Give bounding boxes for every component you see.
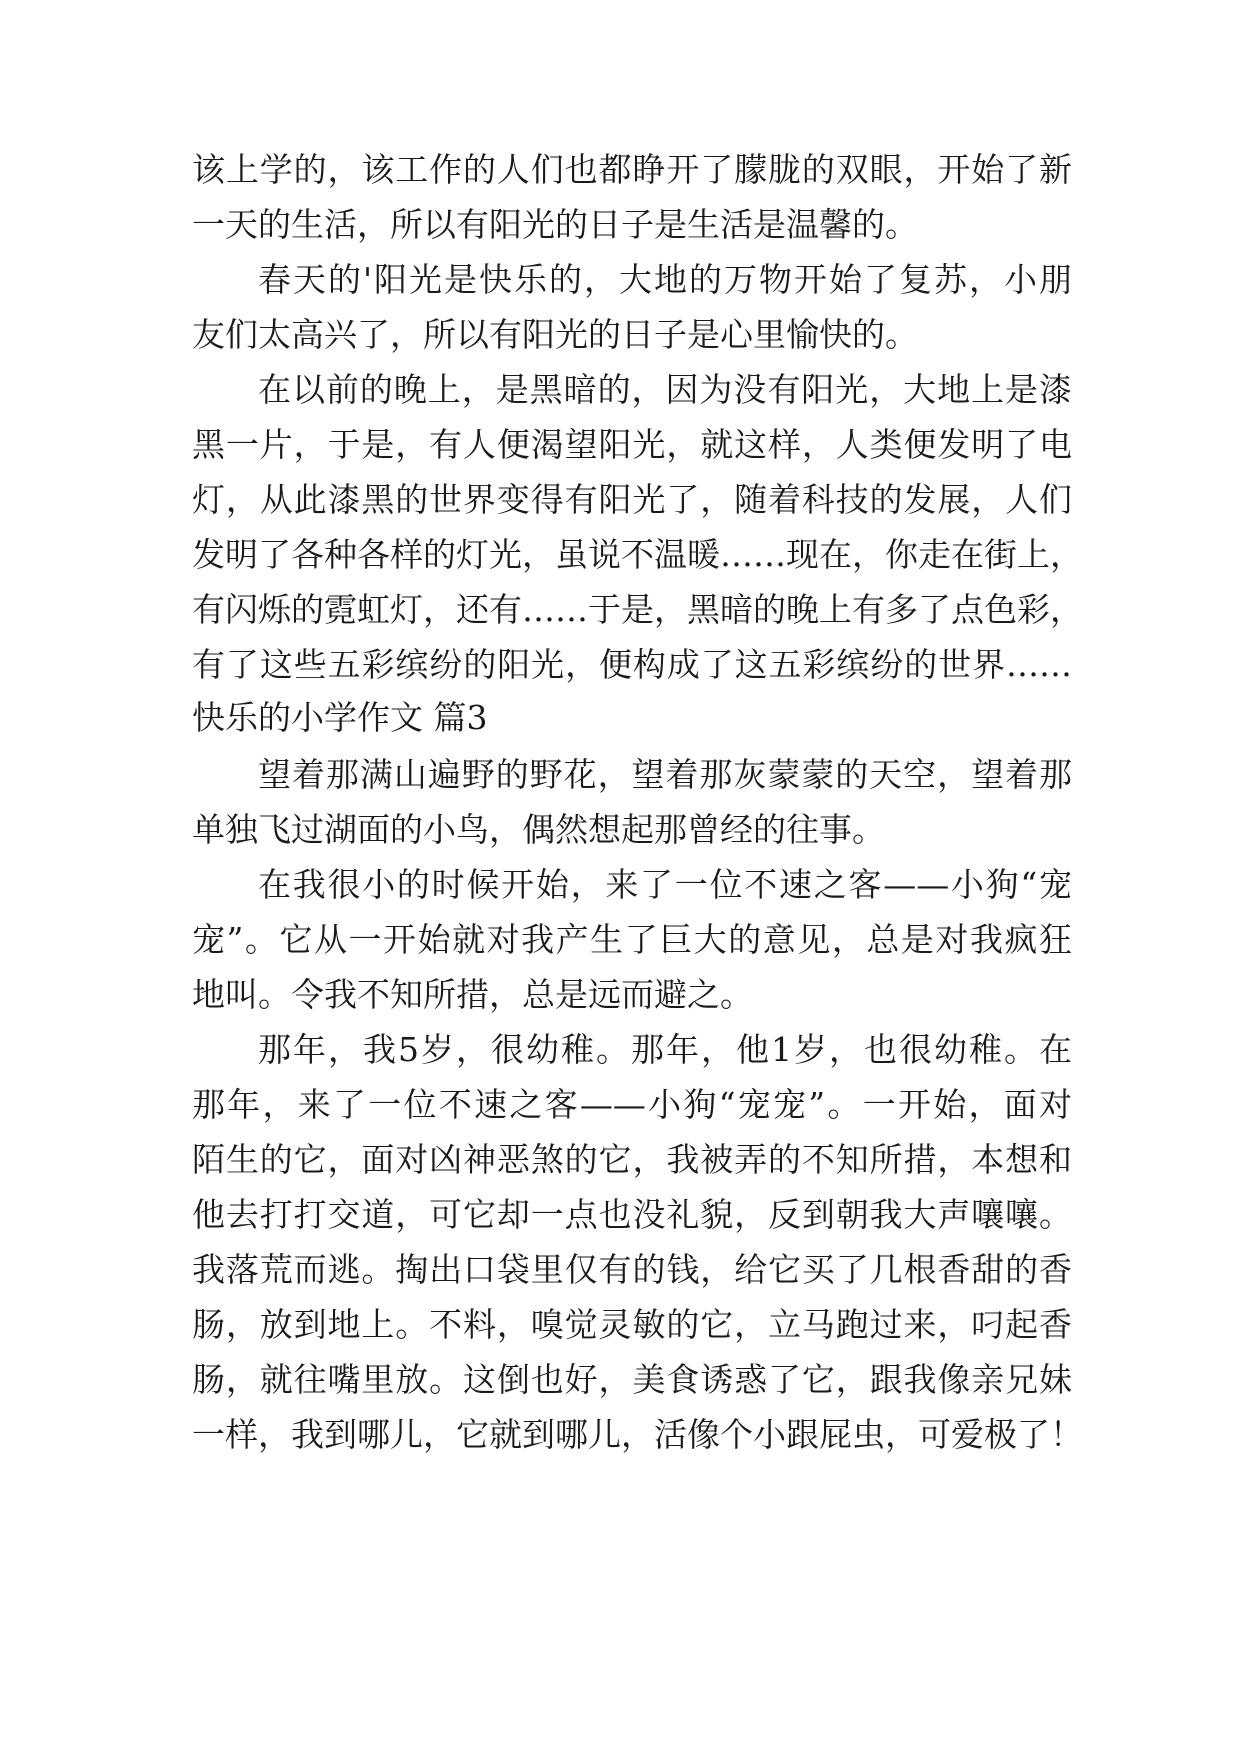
text-line: 一天的生活，所以有阳光的日子是生活是温馨的。 xyxy=(192,205,918,244)
text-line: 肠，就往嘴里放。这倒也好，美食诱惑了它，跟我像亲兄妹 xyxy=(192,1360,1072,1399)
text-line: 黑一片，于是，有人便渴望阳光，就这样，人类便发明了电 xyxy=(192,425,1072,464)
text-line: 我落荒而逃。掏出口袋里仅有的钱，给它买了几根香甜的香 xyxy=(192,1250,1072,1289)
text-line: 友们太高兴了，所以有阳光的日子是心里愉快的。 xyxy=(192,315,918,354)
text-line: 一样，我到哪儿，它就到哪儿，活像个小跟屁虫，可爱极了！ xyxy=(192,1415,1083,1454)
text-line: 肠，放到地上。不料，嗅觉灵敏的它，立马跑过来，叼起香 xyxy=(192,1305,1072,1344)
text-line: 那年，来了一位不速之客——小狗“宠宠”。一开始，面对 xyxy=(192,1085,1072,1124)
text-line: 发明了各种各样的灯光，虽说不温暖……现在，你走在街上， xyxy=(192,535,1083,574)
text-line: 有闪烁的霓虹灯，还有……于是，黑暗的晚上有多了点色彩， xyxy=(192,590,1083,629)
text-line: 陌生的它，面对凶神恶煞的它，我被弄的不知所措，本想和 xyxy=(192,1140,1072,1179)
text-line: 灯，从此漆黑的世界变得有阳光了，随着科技的发展，人们 xyxy=(192,480,1072,519)
paragraph-first-line: 春天的'阳光是快乐的，大地的万物开始了复苏，小朋 xyxy=(258,260,1072,299)
text-line: 该上学的，该工作的人们也都睁开了朦胧的双眼，开始了新 xyxy=(192,150,1072,189)
text-line: 他去打打交道，可它却一点也没礼貌，反到朝我大声嚷嚷。 xyxy=(192,1195,1072,1234)
text-line: 宠”。它从一开始就对我产生了巨大的意见，总是对我疯狂 xyxy=(192,920,1072,959)
paragraph-first-line: 望着那满山遍野的野花，望着那灰蒙蒙的天空，望着那 xyxy=(258,755,1072,794)
text-line: 单独飞过湖面的小鸟，偶然想起那曾经的往事。 xyxy=(192,810,885,849)
text-line: 有了这些五彩缤纷的阳光，便构成了这五彩缤纷的世界…… xyxy=(192,645,1072,684)
section-heading: 快乐的小学作文 篇3 xyxy=(192,698,488,737)
text-line: 地叫。令我不知所措，总是远而避之。 xyxy=(192,975,753,1014)
paragraph-first-line: 在我很小的时候开始，来了一位不速之客——小狗“宠 xyxy=(258,865,1072,904)
paragraph-first-line: 那年，我5岁，很幼稚。那年，他1岁，也很幼稚。在 xyxy=(258,1030,1072,1069)
paragraph-first-line: 在以前的晚上，是黑暗的，因为没有阳光，大地上是漆 xyxy=(258,370,1072,409)
